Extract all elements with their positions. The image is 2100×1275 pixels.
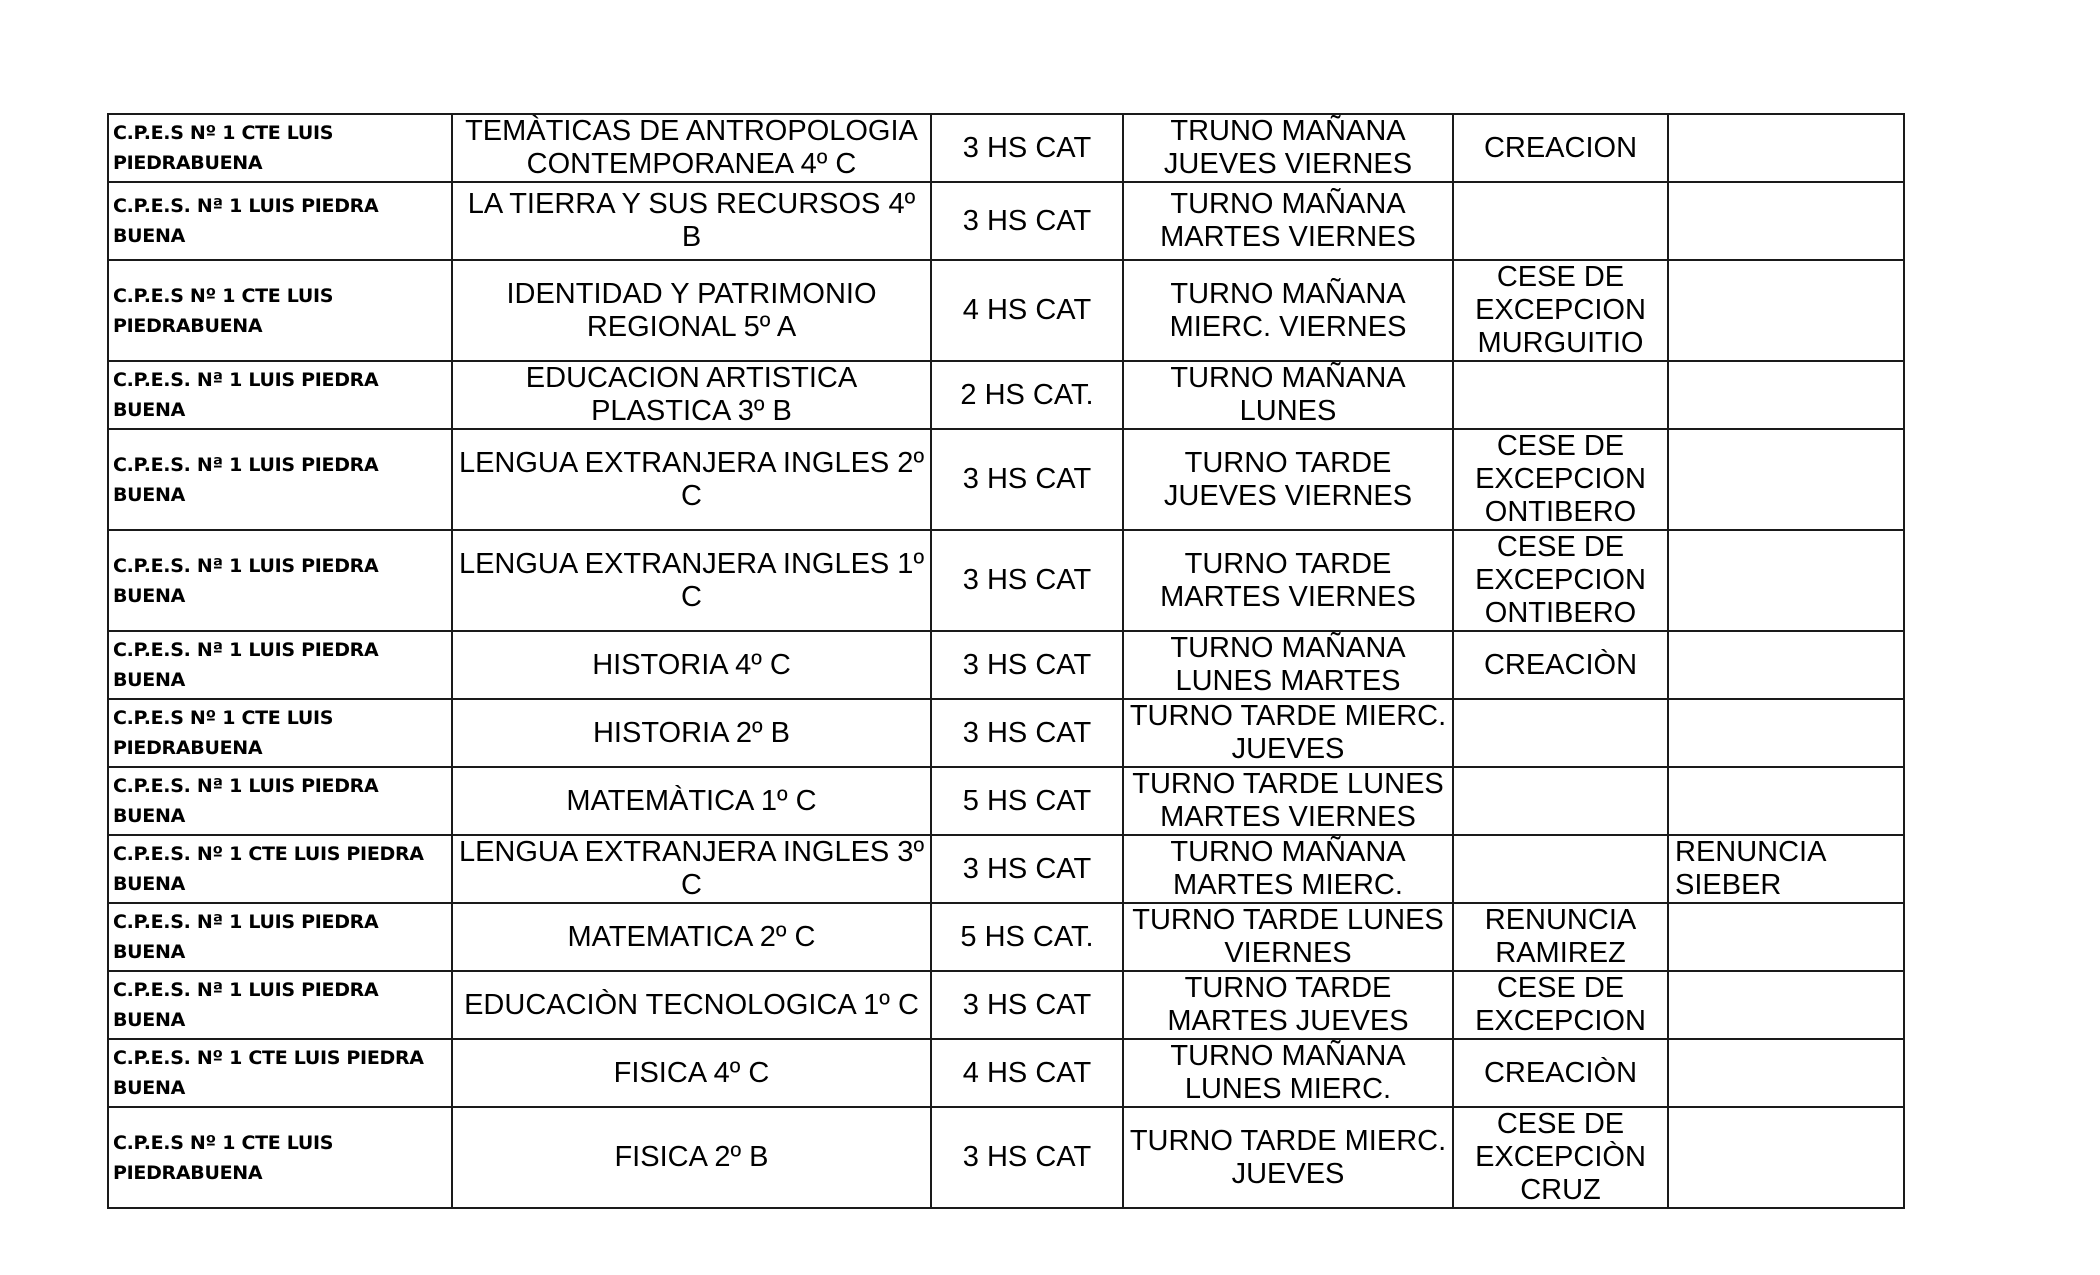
status-cell <box>1453 1107 1668 1208</box>
subject-cell <box>452 361 931 429</box>
status-cell-text: CESE DE EXCEPCION MURGUITIO <box>1475 261 1646 359</box>
table-row <box>108 114 1904 182</box>
hours-cell <box>931 429 1123 530</box>
status-cell <box>1453 903 1668 971</box>
hours-cell <box>931 260 1123 361</box>
status-cell <box>1453 530 1668 631</box>
subject-cell <box>452 971 931 1039</box>
table-row <box>108 260 1904 361</box>
status-cell <box>1453 114 1668 182</box>
status-cell <box>1453 429 1668 530</box>
note-cell <box>1668 361 1904 429</box>
hours-cell-text: 4 HS CAT <box>962 294 1092 326</box>
hours-cell <box>931 631 1123 699</box>
schedule-cell-text: TURNO MAÑANA LUNES MIERC. <box>1170 1040 1406 1105</box>
schedule-cell-text: TRUNO MAÑANA JUEVES VIERNES <box>1163 115 1413 180</box>
note-cell <box>1668 767 1904 835</box>
subject-cell-text: LENGUA EXTRANJERA INGLES 2º C <box>458 446 925 512</box>
table-row <box>108 182 1904 260</box>
schedule-cell <box>1123 530 1453 631</box>
subject-cell <box>452 1107 931 1208</box>
schedule-cell <box>1123 114 1453 182</box>
note-cell <box>1668 1039 1904 1107</box>
status-cell-text: RENUNCIA RAMIREZ <box>1484 904 1637 969</box>
hours-cell-text: 3 HS CAT <box>962 1141 1092 1173</box>
vacancy-table <box>107 113 1905 1209</box>
note-cell <box>1668 971 1904 1039</box>
subject-cell <box>452 631 931 699</box>
subject-cell <box>452 767 931 835</box>
hours-cell-text: 3 HS CAT <box>962 564 1092 596</box>
schedule-cell-text: TURNO TARDE MIERC. JUEVES <box>1129 1124 1447 1190</box>
schedule-cell <box>1123 1107 1453 1208</box>
status-cell-text: CREACION <box>1483 131 1638 164</box>
subject-cell <box>452 699 931 767</box>
table-row <box>108 1039 1904 1107</box>
school-cell-text: C.P.E.S Nº 1 CTE LUIS PIEDRABUENA <box>113 1131 334 1184</box>
school-cell-text: C.P.E.S. Nª 1 LUIS PIEDRA BUENA <box>113 369 379 421</box>
table-row <box>108 903 1904 971</box>
status-cell <box>1453 1039 1668 1107</box>
table-row <box>108 835 1904 903</box>
note-cell-text: RENUNCIA SIEBER <box>1675 836 1825 901</box>
status-cell-text: CESE DE EXCEPCION <box>1475 972 1646 1037</box>
status-cell <box>1453 361 1668 429</box>
subject-cell <box>452 530 931 631</box>
school-cell <box>108 971 452 1039</box>
hours-cell <box>931 1107 1123 1208</box>
note-cell <box>1668 631 1904 699</box>
school-cell-text: C.P.E.S. Nª 1 LUIS PIEDRA BUENA <box>113 453 379 506</box>
status-cell-text: CESE DE EXCEPCION ONTIBERO <box>1475 531 1646 629</box>
hours-cell <box>931 903 1123 971</box>
table-row <box>108 530 1904 631</box>
schedule-cell <box>1123 260 1453 361</box>
note-cell <box>1668 903 1904 971</box>
school-cell-text: C.P.E.S. Nª 1 LUIS PIEDRA BUENA <box>113 554 379 607</box>
school-cell <box>108 114 452 182</box>
status-cell <box>1453 182 1668 260</box>
hours-cell <box>931 530 1123 631</box>
subject-cell <box>452 835 931 903</box>
schedule-cell <box>1123 835 1453 903</box>
status-cell-text: CESE DE EXCEPCION ONTIBERO <box>1475 430 1646 528</box>
hours-cell-text: 3 HS CAT <box>962 648 1092 681</box>
schedule-cell <box>1123 699 1453 767</box>
hours-cell <box>931 182 1123 260</box>
subject-cell-text: LENGUA EXTRANJERA INGLES 1º C <box>458 547 925 613</box>
school-cell-text: C.P.E.S. Nª 1 LUIS PIEDRA BUENA <box>113 775 379 827</box>
subject-cell <box>452 903 931 971</box>
school-cell-text: C.P.E.S Nº 1 CTE LUIS PIEDRABUENA <box>113 707 334 759</box>
schedule-cell <box>1123 1039 1453 1107</box>
note-cell <box>1668 835 1904 903</box>
schedule-cell <box>1123 429 1453 530</box>
school-cell <box>108 767 452 835</box>
school-cell-text: C.P.E.S. Nº 1 CTE LUIS PIEDRA BUENA <box>113 843 424 895</box>
subject-cell <box>452 1039 931 1107</box>
schedule-cell-text: TURNO TARDE LUNES VIERNES <box>1132 904 1444 969</box>
hours-cell-text: 3 HS CAT <box>962 204 1092 237</box>
schedule-cell-text: TURNO TARDE MARTES VIERNES <box>1160 547 1416 613</box>
schedule-cell-text: TURNO MAÑANA LUNES MARTES <box>1170 632 1406 697</box>
note-cell <box>1668 182 1904 260</box>
note-cell <box>1668 260 1904 361</box>
hours-cell <box>931 835 1123 903</box>
subject-cell <box>452 260 931 361</box>
subject-cell <box>452 114 931 182</box>
subject-cell-text: FISICA 2º B <box>614 1141 769 1173</box>
subject-cell-text: EDUCACIÒN TECNOLOGICA 1º C <box>464 988 919 1021</box>
table-row <box>108 767 1904 835</box>
subject-cell-text: LA TIERRA Y SUS RECURSOS 4º B <box>467 188 916 253</box>
status-cell <box>1453 631 1668 699</box>
schedule-cell-text: TURNO MAÑANA MARTES VIERNES <box>1160 188 1416 253</box>
subject-cell-text: EDUCACION ARTISTICA PLASTICA 3º B <box>525 362 858 427</box>
table-row <box>108 1107 1904 1208</box>
status-cell-text: CREACIÒN <box>1483 648 1638 681</box>
school-cell <box>108 1039 452 1107</box>
schedule-cell-text: TURNO MAÑANA MARTES MIERC. <box>1170 836 1406 901</box>
schedule-cell <box>1123 971 1453 1039</box>
table-row <box>108 631 1904 699</box>
subject-cell-text: MATEMATICA 2º C <box>567 920 816 953</box>
school-cell <box>108 260 452 361</box>
table-row <box>108 971 1904 1039</box>
note-cell <box>1668 114 1904 182</box>
status-cell-text: CREACIÒN <box>1483 1056 1638 1089</box>
school-cell <box>108 530 452 631</box>
school-cell <box>108 182 452 260</box>
schedule-cell <box>1123 361 1453 429</box>
hours-cell-text: 4 HS CAT <box>962 1056 1092 1089</box>
hours-cell <box>931 114 1123 182</box>
hours-cell-text: 3 HS CAT <box>962 852 1092 885</box>
note-cell <box>1668 699 1904 767</box>
school-cell-text: C.P.E.S Nº 1 CTE LUIS PIEDRABUENA <box>113 122 334 174</box>
hours-cell-text: 3 HS CAT <box>962 716 1092 749</box>
schedule-cell-text: TURNO TARDE MIERC. JUEVES <box>1129 700 1447 765</box>
hours-cell-text: 2 HS CAT. <box>960 378 1094 411</box>
table-row <box>108 429 1904 530</box>
school-cell-text: C.P.E.S. Nº 1 CTE LUIS PIEDRA BUENA <box>113 1047 424 1099</box>
note-cell <box>1668 429 1904 530</box>
subject-cell-text: MATEMÀTICA 1º C <box>566 784 817 817</box>
subject-cell-text: TEMÀTICAS DE ANTROPOLOGIA CONTEMPORANEA 4º C <box>465 115 918 180</box>
note-cell <box>1668 1107 1904 1208</box>
status-cell <box>1453 835 1668 903</box>
schedule-cell-text: TURNO TARDE JUEVES VIERNES <box>1163 446 1413 512</box>
school-cell <box>108 903 452 971</box>
subject-cell <box>452 182 931 260</box>
schedule-cell <box>1123 767 1453 835</box>
status-cell <box>1453 971 1668 1039</box>
hours-cell-text: 3 HS CAT <box>962 988 1092 1021</box>
school-cell-text: C.P.E.S Nº 1 CTE LUIS PIEDRABUENA <box>113 284 334 337</box>
school-cell <box>108 699 452 767</box>
status-cell-text: CESE DE EXCEPCIÒN CRUZ <box>1475 1108 1646 1206</box>
table-row <box>108 699 1904 767</box>
school-cell <box>108 429 452 530</box>
hours-cell <box>931 1039 1123 1107</box>
schedule-cell-text: TURNO TARDE MARTES JUEVES <box>1167 972 1409 1037</box>
hours-cell-text: 5 HS CAT. <box>960 920 1094 953</box>
status-cell <box>1453 260 1668 361</box>
vacancy-table-body <box>108 114 1904 1208</box>
schedule-cell <box>1123 182 1453 260</box>
school-cell <box>108 1107 452 1208</box>
schedule-cell-text: TURNO TARDE LUNES MARTES VIERNES <box>1132 768 1444 833</box>
school-cell-text: C.P.E.S. Nª 1 LUIS PIEDRA BUENA <box>113 639 379 691</box>
school-cell-text: C.P.E.S. Nª 1 LUIS PIEDRA BUENA <box>113 195 379 247</box>
hours-cell-text: 3 HS CAT <box>962 131 1092 164</box>
schedule-cell <box>1123 631 1453 699</box>
table-row <box>108 361 1904 429</box>
school-cell-text: C.P.E.S. Nª 1 LUIS PIEDRA BUENA <box>113 911 379 963</box>
subject-cell-text: HISTORIA 4º C <box>592 648 791 681</box>
schedule-cell <box>1123 903 1453 971</box>
school-cell <box>108 361 452 429</box>
subject-cell-text: HISTORIA 2º B <box>592 716 790 749</box>
subject-cell <box>452 429 931 530</box>
hours-cell-text: 5 HS CAT <box>962 784 1092 817</box>
schedule-cell-text: TURNO MAÑANA MIERC. VIERNES <box>1169 277 1407 343</box>
subject-cell-text: FISICA 4º C <box>613 1056 770 1089</box>
school-cell-text: C.P.E.S. Nª 1 LUIS PIEDRA BUENA <box>113 979 379 1031</box>
subject-cell-text: LENGUA EXTRANJERA INGLES 3º C <box>458 836 925 901</box>
hours-cell <box>931 361 1123 429</box>
school-cell <box>108 631 452 699</box>
status-cell <box>1453 767 1668 835</box>
school-cell <box>108 835 452 903</box>
status-cell <box>1453 699 1668 767</box>
hours-cell-text: 3 HS CAT <box>962 463 1092 495</box>
hours-cell <box>931 971 1123 1039</box>
note-cell <box>1668 530 1904 631</box>
hours-cell <box>931 699 1123 767</box>
hours-cell <box>931 767 1123 835</box>
schedule-cell-text: TURNO MAÑANA LUNES <box>1170 362 1406 427</box>
subject-cell-text: IDENTIDAD Y PATRIMONIO REGIONAL 5º A <box>506 277 877 343</box>
